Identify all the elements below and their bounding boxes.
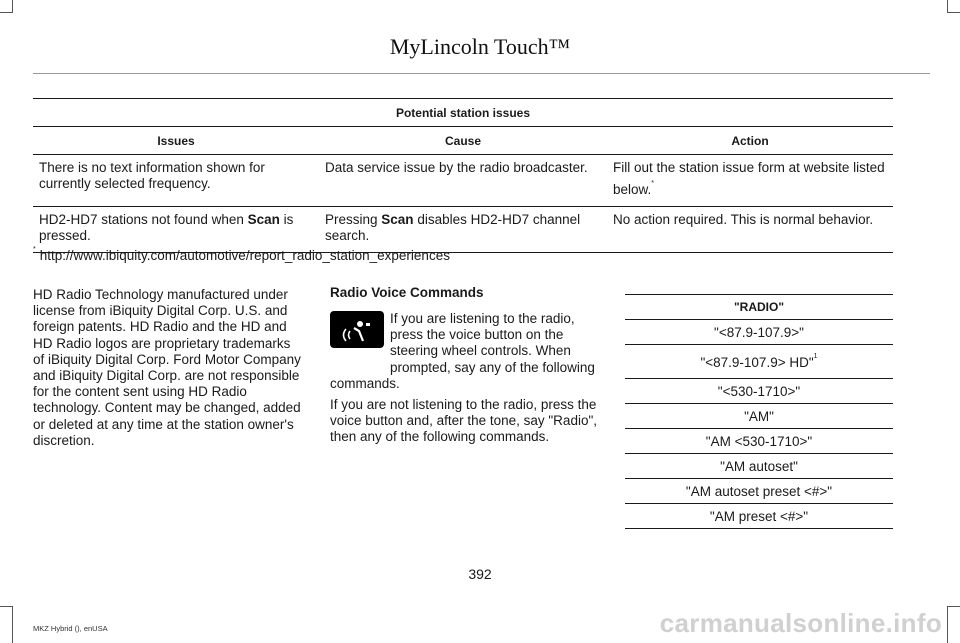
command-cell: "<87.9-107.9>" (625, 320, 893, 345)
action-cell (607, 155, 893, 207)
command-cell: "AM autoset preset <#>" (625, 479, 893, 504)
table-row (625, 479, 893, 504)
radio-commands-table (625, 294, 893, 529)
column-header-cause: Cause (319, 127, 607, 155)
table-row (33, 155, 893, 207)
command-cell: "AM <530-1710>" (625, 429, 893, 454)
action-text: Fill out the station issue form at website listed below. (613, 160, 885, 197)
scan-keyword: Scan (381, 212, 414, 227)
crop-mark-top-right (947, 0, 960, 13)
footnote-marker: 1 (813, 353, 818, 360)
crop-mark-bottom-left (0, 606, 13, 643)
command-cell: "<530-1710>" (625, 379, 893, 404)
voice-instructions-not-listening: If you are not listening to the radio, press the voice button and, after the tone, say "Radio", then any of the following commands. (330, 397, 598, 445)
table-row (625, 379, 893, 404)
issue-text: is pressed. (39, 212, 294, 243)
table-row (625, 429, 893, 454)
action-cell: No action required. This is normal behavior. (607, 207, 893, 253)
footnote-url: http://www.ibiquity.com/automotive/report_radio_station_experiences (39, 248, 450, 263)
table-row (625, 404, 893, 429)
command-text: "<87.9-107.9> HD" (700, 355, 814, 370)
footnote-marker: * (651, 180, 655, 187)
table-row (625, 454, 893, 479)
scan-keyword: Scan (247, 212, 280, 227)
title-divider (33, 73, 930, 74)
radio-voice-commands-heading: Radio Voice Commands (330, 285, 484, 300)
table-row (625, 345, 893, 379)
issue-cell: There is no text information shown for currently selected frequency. (33, 155, 319, 207)
page-title: MyLincoln Touch™ (389, 34, 571, 59)
potential-station-issues-table (33, 98, 893, 253)
page-number: 392 (468, 566, 492, 582)
crop-mark-top-left (0, 0, 13, 13)
command-cell: "AM autoset" (625, 454, 893, 479)
cause-text: Pressing (325, 212, 382, 227)
table-row (625, 320, 893, 345)
footnote-mark: * (33, 246, 36, 253)
voice-instructions-text: If you are listening to the radio, press the voice button on the steering wheel controls. When prompted, say any of the following commands. (330, 311, 595, 391)
column-header-action: Action (607, 127, 893, 155)
issue-text: HD2-HD7 stations not found when (39, 212, 248, 227)
footnote (33, 246, 450, 263)
command-cell: "AM" (625, 404, 893, 429)
table-caption: Potential station issues (33, 99, 893, 127)
watermark: carmanualsonline.info (659, 608, 942, 638)
voice-instructions-listening (330, 311, 602, 392)
document-id: MKZ Hybrid (), enUSA (33, 624, 108, 633)
cause-text: disables HD2-HD7 channel search. (325, 212, 581, 243)
commands-header: "RADIO" (625, 295, 893, 320)
command-cell (625, 345, 893, 379)
cause-cell: Data service issue by the radio broadcaster. (319, 155, 607, 207)
crop-mark-bottom-right (947, 606, 960, 643)
command-cell: "AM preset <#>" (625, 504, 893, 529)
hd-radio-trademark-paragraph: HD Radio Technology manufactured under license from iBiquity Digital Corp. U.S. and foreign patents. HD Radio and the HD and HD Radio logos are proprietary trademarks of iBiquity Digital Corp. Ford Motor Company and iBiquity Digital Corp. are not responsible for the content sent using HD Radio technology. Content may be changed, added or deleted at any time at the station owner's discretion. (33, 287, 301, 448)
column-header-issues: Issues (33, 127, 319, 155)
table-row (625, 504, 893, 529)
